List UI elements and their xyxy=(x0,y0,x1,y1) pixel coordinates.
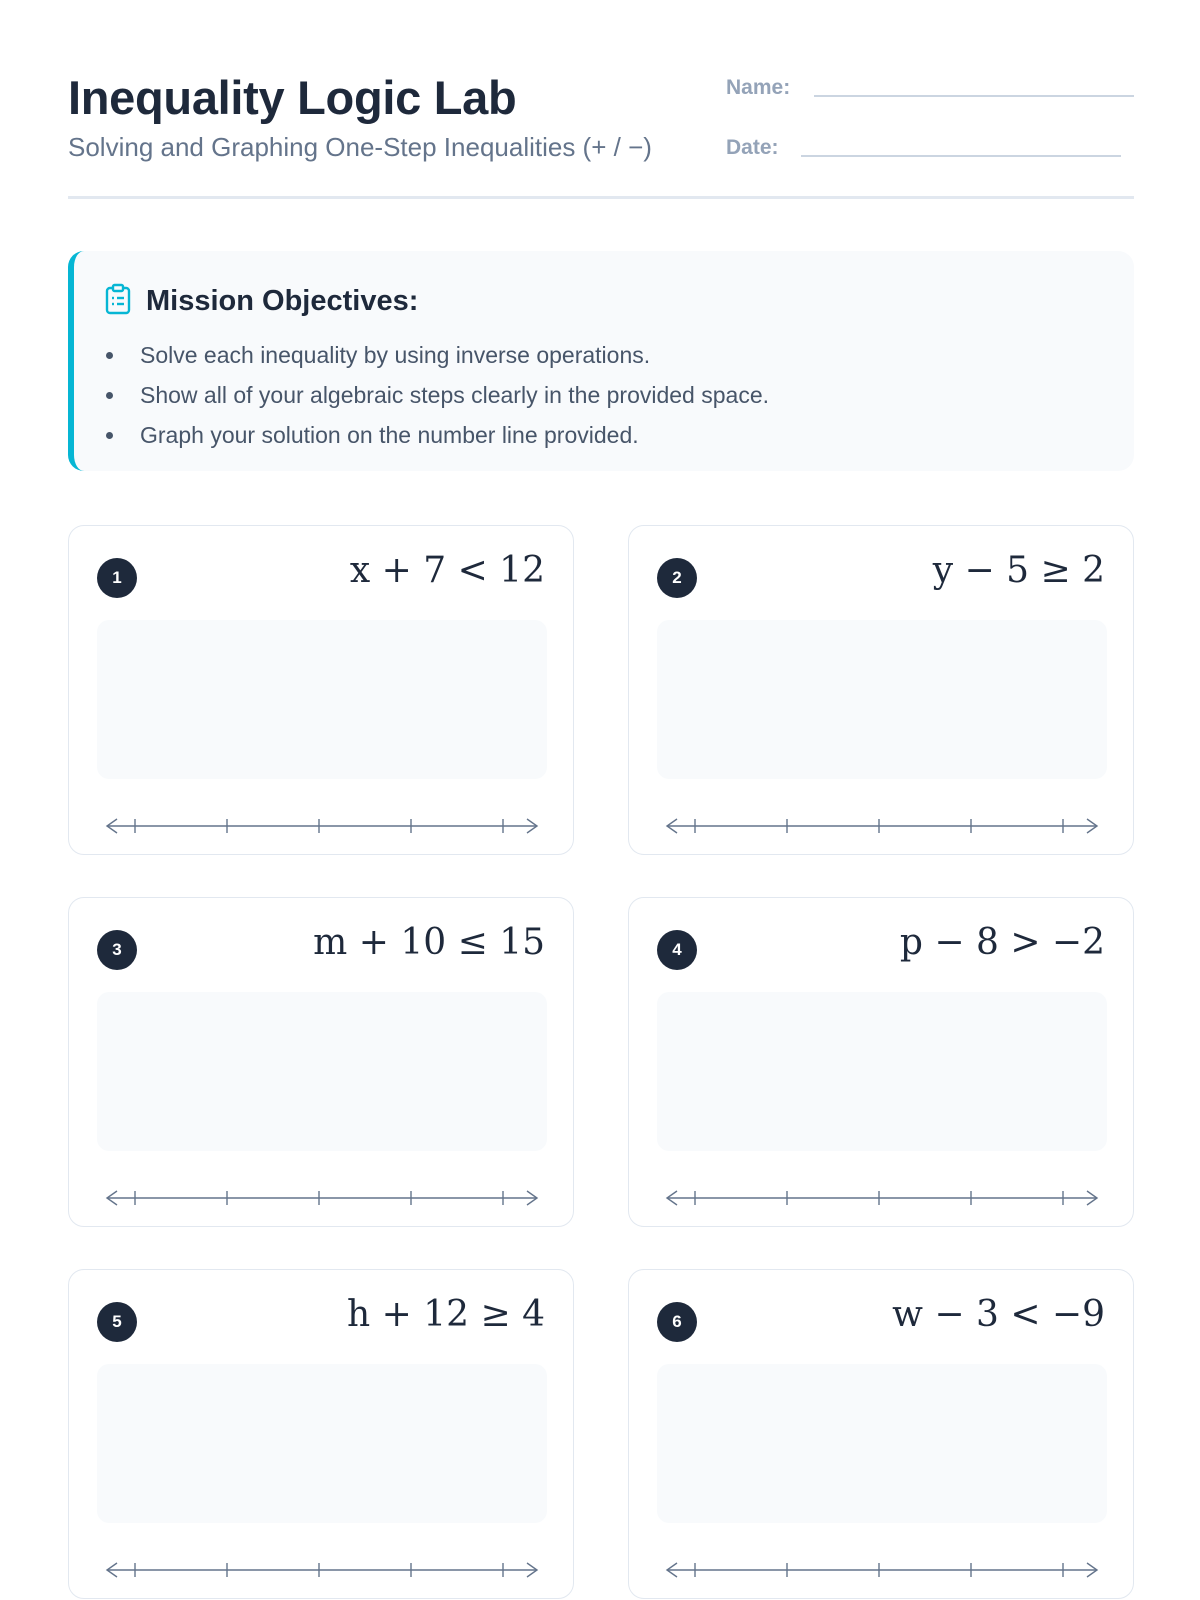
number-line[interactable] xyxy=(105,1186,539,1210)
number-line-graphic xyxy=(105,814,539,838)
inequality-expression: w − 3 < −9 xyxy=(892,1294,1105,1335)
problem-card-4 xyxy=(628,897,1134,1227)
number-line[interactable] xyxy=(665,1558,1099,1582)
worksheet-page xyxy=(68,0,1134,1335)
page-subtitle: Solving and Graphing One-Step Inequalities (+ / −) xyxy=(68,132,652,162)
number-line[interactable] xyxy=(105,1558,539,1582)
inequality-expression: h + 12 ≥ 4 xyxy=(347,1294,545,1335)
problem-number-badge: 2 xyxy=(657,558,697,598)
clipboard-icon xyxy=(104,283,132,320)
name-line[interactable] xyxy=(814,95,1134,97)
date-label: Date: xyxy=(726,136,779,159)
problem-card-3 xyxy=(68,897,574,1227)
work-space[interactable] xyxy=(657,992,1107,1151)
number-line-graphic xyxy=(665,1558,1099,1582)
problem-number-badge: 1 xyxy=(97,558,137,598)
problem-card-1 xyxy=(68,525,574,855)
worksheet-header xyxy=(68,0,1134,199)
problem-number-badge: 4 xyxy=(657,930,697,970)
objective-item: Show all of your algebraic steps clearly in the provided space. xyxy=(102,375,769,415)
objectives-heading xyxy=(104,283,418,320)
work-space[interactable] xyxy=(657,1364,1107,1523)
name-label: Name: xyxy=(726,76,791,99)
problem-number-badge: 5 xyxy=(97,1302,137,1342)
mission-objectives-box xyxy=(68,251,1134,471)
objective-item: Graph your solution on the number line provided. xyxy=(102,415,769,455)
inequality-expression: p − 8 > −2 xyxy=(899,922,1105,963)
number-line-graphic xyxy=(105,1558,539,1582)
objectives-list xyxy=(102,335,769,455)
date-field[interactable] xyxy=(726,136,779,160)
inequality-expression: m + 10 ≤ 15 xyxy=(313,922,545,963)
work-space[interactable] xyxy=(97,1364,547,1523)
number-line[interactable] xyxy=(105,814,539,838)
work-space[interactable] xyxy=(657,620,1107,779)
number-line[interactable] xyxy=(665,1186,1099,1210)
problem-number-badge: 6 xyxy=(657,1302,697,1342)
problem-card-6 xyxy=(628,1269,1134,1599)
number-line[interactable] xyxy=(665,814,1099,838)
objective-item: Solve each inequality by using inverse operations. xyxy=(102,335,769,375)
inequality-expression: y − 5 ≥ 2 xyxy=(932,550,1105,591)
number-line-graphic xyxy=(665,1186,1099,1210)
inequality-expression: x + 7 < 12 xyxy=(349,550,545,591)
problem-number-badge: 3 xyxy=(97,930,137,970)
number-line-graphic xyxy=(665,814,1099,838)
work-space[interactable] xyxy=(97,620,547,779)
objectives-title: Mission Objectives: xyxy=(146,285,419,317)
problem-card-5 xyxy=(68,1269,574,1599)
work-space[interactable] xyxy=(97,992,547,1151)
page-title: Inequality Logic Lab xyxy=(68,71,517,124)
name-field[interactable] xyxy=(726,76,790,100)
date-line[interactable] xyxy=(801,155,1121,157)
number-line-graphic xyxy=(105,1186,539,1210)
problem-card-2 xyxy=(628,525,1134,855)
